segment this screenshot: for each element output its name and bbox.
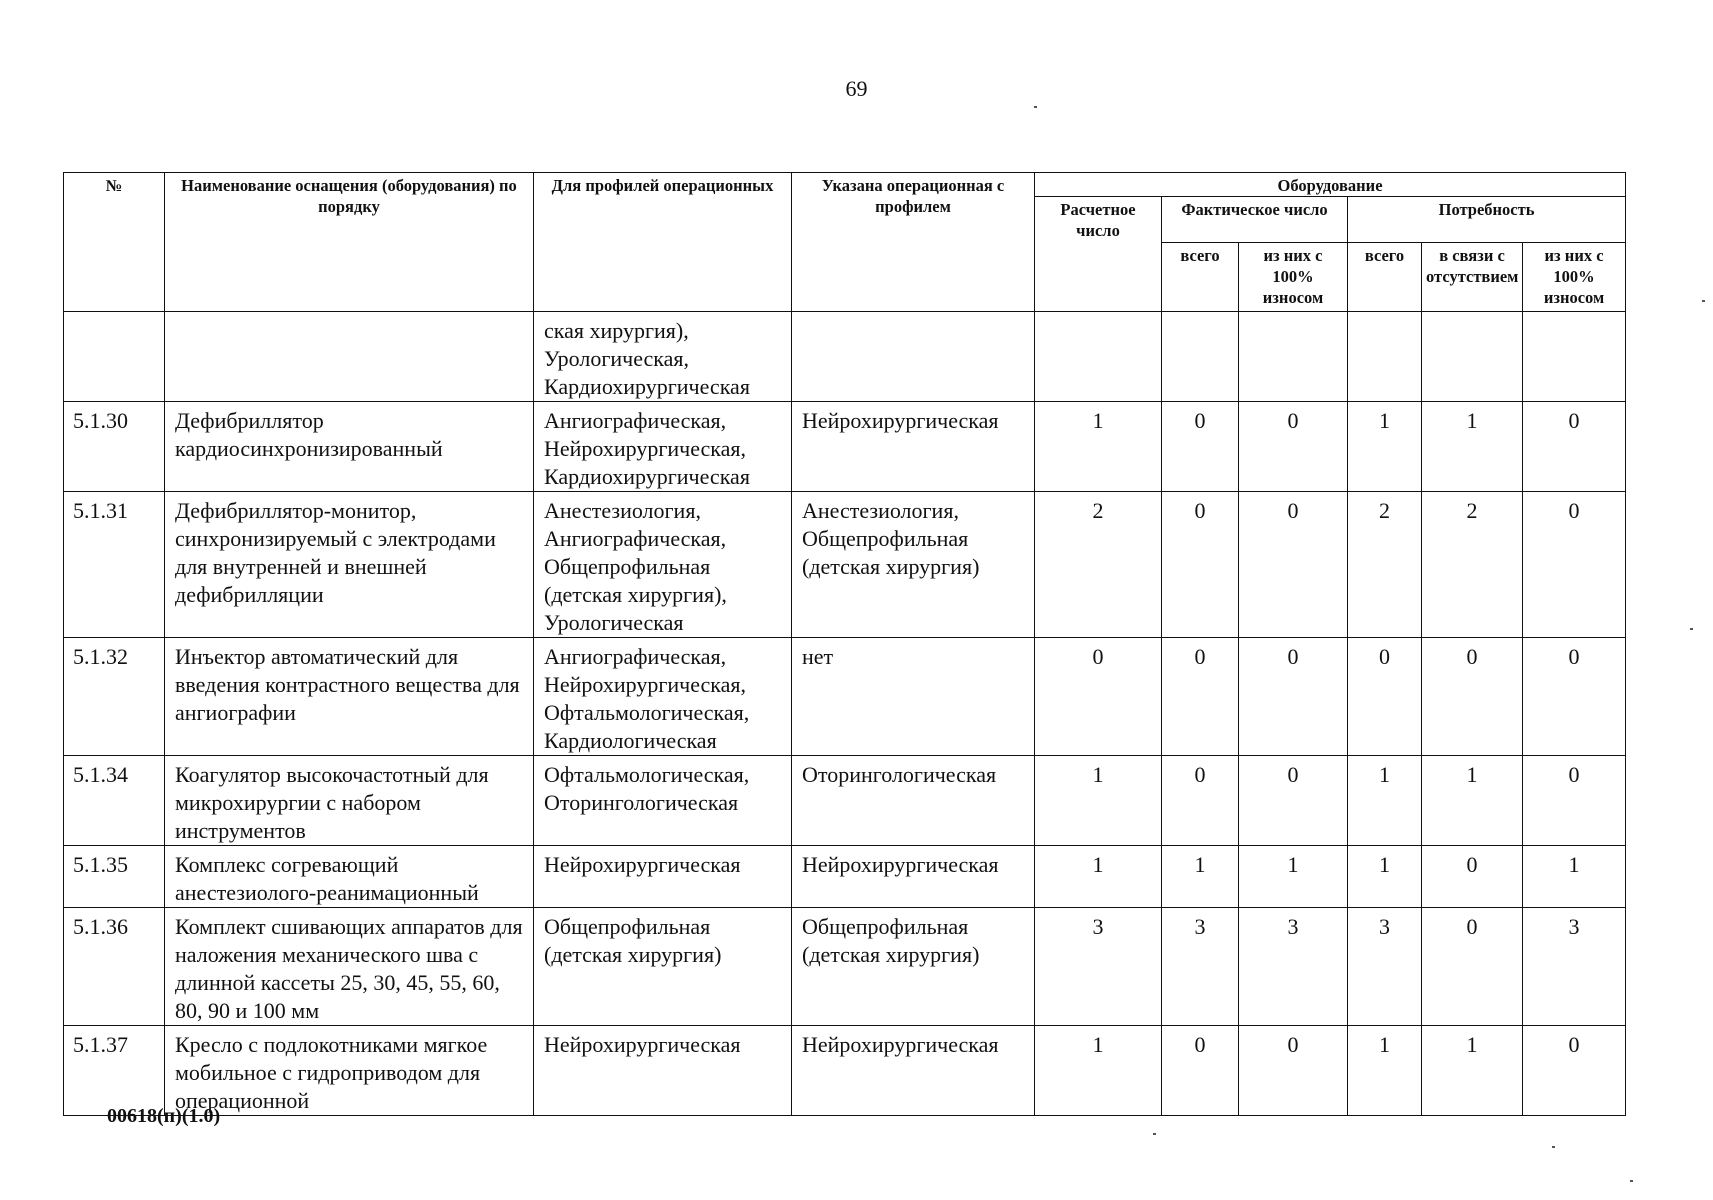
row-profiles: Нейрохирургическая (534, 846, 792, 908)
row-indicated: Нейрохирургическая (792, 1026, 1035, 1116)
row-number: 5.1.31 (64, 492, 165, 638)
row-actual-worn: 0 (1239, 1026, 1348, 1116)
row-name: Дефибриллятор-монитор, синхронизируемый с электродами для внутренней и внешней дефибрилляции (165, 492, 534, 638)
row-need-total: 0 (1348, 638, 1422, 756)
row-profiles: Нейрохирургическая (534, 1026, 792, 1116)
row-actual-total: 0 (1162, 1026, 1239, 1116)
row-need-worn (1523, 312, 1626, 402)
table-row (64, 312, 1626, 402)
row-profiles: Офтальмологическая, Оторингологическая (534, 756, 792, 846)
row-name: Комплекс согревающий анестезиолого-реанимационный (165, 846, 534, 908)
header-indicated: Указана операционная с профилем (792, 173, 1035, 312)
row-need-worn: 0 (1523, 756, 1626, 846)
row-calc: 3 (1035, 908, 1162, 1026)
row-actual-total (1162, 312, 1239, 402)
row-actual-total: 0 (1162, 756, 1239, 846)
header-name: Наименование оснащения (оборудования) по порядку (165, 173, 534, 312)
row-actual-total: 0 (1162, 492, 1239, 638)
row-indicated: Нейрохирургическая (792, 402, 1035, 492)
row-profiles: ская хирургия), Урологическая, Кардиохирургическая (534, 312, 792, 402)
header-profiles: Для профилей операционных (534, 173, 792, 312)
header-need-worn: из них с 100% износом (1523, 243, 1626, 312)
row-need-total (1348, 312, 1422, 402)
row-need-total: 1 (1348, 756, 1422, 846)
row-name: Комплект сшивающих аппаратов для наложения механического шва с длинной кассеты 25, 30, 45, 55, 60, 80, 90 и 100 мм (165, 908, 534, 1026)
header-need: Потребность (1348, 197, 1626, 243)
row-need-absence: 1 (1422, 402, 1523, 492)
row-indicated: Анестезиология, Общепрофильная (детская хирургия) (792, 492, 1035, 638)
scan-speck (1034, 106, 1037, 108)
row-number: 5.1.35 (64, 846, 165, 908)
table-body (64, 312, 1626, 1116)
table-row (64, 756, 1626, 846)
row-actual-worn (1239, 312, 1348, 402)
row-need-total: 1 (1348, 1026, 1422, 1116)
scan-speck (1690, 628, 1693, 630)
row-need-absence (1422, 312, 1523, 402)
table-row (64, 1026, 1626, 1116)
row-profiles: Ангиографическая, Нейрохирургическая, Офтальмологическая, Кардиологическая (534, 638, 792, 756)
row-actual-worn: 3 (1239, 908, 1348, 1026)
row-indicated: Нейрохирургическая (792, 846, 1035, 908)
row-calc (1035, 312, 1162, 402)
row-actual-worn: 0 (1239, 402, 1348, 492)
row-number: 5.1.30 (64, 402, 165, 492)
row-actual-worn: 0 (1239, 638, 1348, 756)
scan-speck (1630, 1180, 1633, 1182)
row-name: Коагулятор высокочастотный для микрохирургии с набором инструментов (165, 756, 534, 846)
row-actual-worn: 0 (1239, 756, 1348, 846)
scan-speck (1702, 300, 1705, 302)
scan-speck (1153, 1133, 1156, 1135)
header-calc: Расчетное число (1035, 197, 1162, 312)
row-indicated: нет (792, 638, 1035, 756)
row-profiles: Анестезиология, Ангиографическая, Общепрофильная (детская хирургия), Урологическая (534, 492, 792, 638)
row-calc: 1 (1035, 846, 1162, 908)
table-row (64, 846, 1626, 908)
header-actual-total: всего (1162, 243, 1239, 312)
table-row (64, 638, 1626, 756)
row-need-absence: 2 (1422, 492, 1523, 638)
row-need-worn: 1 (1523, 846, 1626, 908)
page-number: 69 (845, 76, 868, 101)
row-need-worn: 0 (1523, 1026, 1626, 1116)
equipment-table (63, 172, 1626, 1116)
document-code: 00618(п)(1.0) (107, 1105, 221, 1127)
header-equipment: Оборудование (1035, 173, 1626, 197)
table-row (64, 492, 1626, 638)
row-actual-worn: 0 (1239, 492, 1348, 638)
row-need-worn: 0 (1523, 402, 1626, 492)
row-name: Кресло с подлокотниками мягкое мобильное с гидроприводом для операционной (165, 1026, 534, 1116)
row-profiles: Ангиографическая, Нейрохирургическая, Кардиохирургическая (534, 402, 792, 492)
row-actual-total: 1 (1162, 846, 1239, 908)
row-number (64, 312, 165, 402)
row-indicated: Оторингологическая (792, 756, 1035, 846)
row-need-total: 3 (1348, 908, 1422, 1026)
row-name (165, 312, 534, 402)
table-row (64, 908, 1626, 1026)
row-name: Инъектор автоматический для введения контрастного вещества для ангиографии (165, 638, 534, 756)
row-need-total: 1 (1348, 402, 1422, 492)
row-calc: 0 (1035, 638, 1162, 756)
row-calc: 1 (1035, 1026, 1162, 1116)
header-need-absence: в связи с отсутствием (1422, 243, 1523, 312)
row-need-total: 1 (1348, 846, 1422, 908)
row-need-worn: 0 (1523, 638, 1626, 756)
row-need-worn: 0 (1523, 492, 1626, 638)
table-header (64, 173, 1626, 312)
row-calc: 1 (1035, 756, 1162, 846)
header-need-total: всего (1348, 243, 1422, 312)
table-row (64, 402, 1626, 492)
row-actual-total: 3 (1162, 908, 1239, 1026)
row-actual-worn: 1 (1239, 846, 1348, 908)
header-actual-worn: из них с 100% износом (1239, 243, 1348, 312)
header-actual: Фактическое число (1162, 197, 1348, 243)
row-actual-total: 0 (1162, 638, 1239, 756)
row-number: 5.1.32 (64, 638, 165, 756)
row-need-absence: 1 (1422, 756, 1523, 846)
row-need-total: 2 (1348, 492, 1422, 638)
row-indicated (792, 312, 1035, 402)
row-need-absence: 1 (1422, 1026, 1523, 1116)
row-calc: 1 (1035, 402, 1162, 492)
row-profiles: Общепрофильная (детская хирургия) (534, 908, 792, 1026)
scan-speck (1552, 1146, 1555, 1148)
row-need-absence: 0 (1422, 846, 1523, 908)
row-number: 5.1.36 (64, 908, 165, 1026)
row-actual-total: 0 (1162, 402, 1239, 492)
row-number: 5.1.34 (64, 756, 165, 846)
row-indicated: Общепрофильная (детская хирургия) (792, 908, 1035, 1026)
row-need-absence: 0 (1422, 638, 1523, 756)
row-calc: 2 (1035, 492, 1162, 638)
header-no: № (64, 173, 165, 312)
row-name: Дефибриллятор кардиосинхронизированный (165, 402, 534, 492)
row-number: 5.1.37 (64, 1026, 165, 1116)
row-need-worn: 3 (1523, 908, 1626, 1026)
row-need-absence: 0 (1422, 908, 1523, 1026)
